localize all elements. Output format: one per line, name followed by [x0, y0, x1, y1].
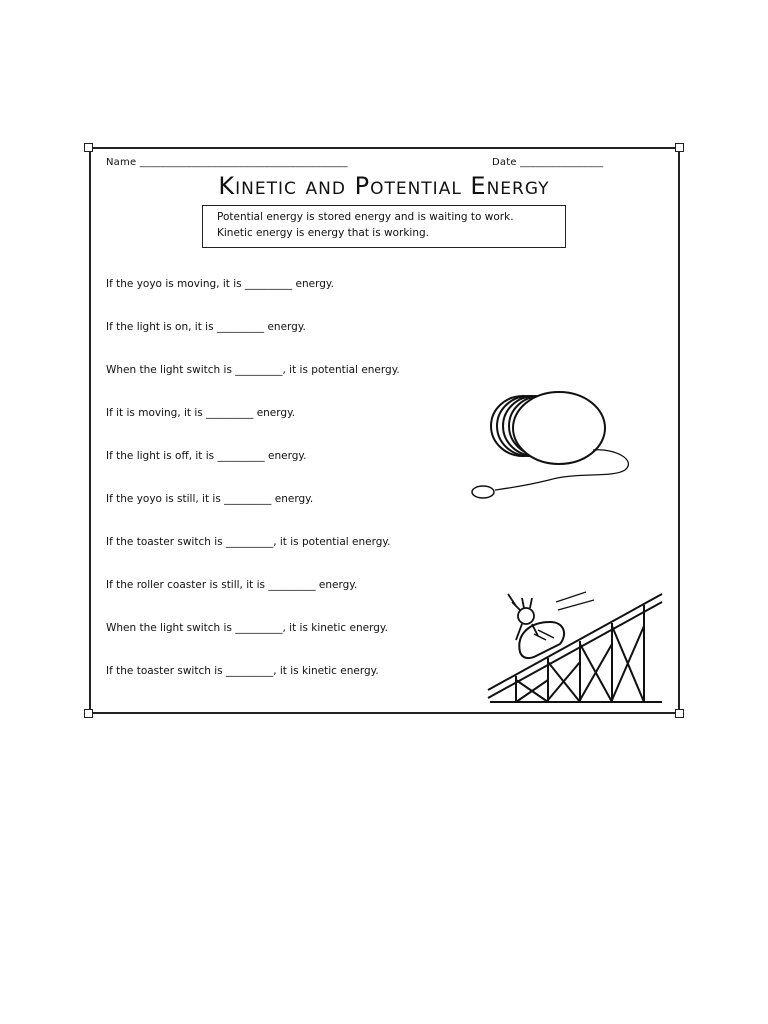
- name-field: [106, 157, 348, 168]
- worksheet-title: Kinetic and Potential Energy: [218, 172, 550, 200]
- date-label: Date: [492, 157, 517, 168]
- name-blank: ________________________________________: [139, 157, 348, 168]
- corner-handle-bottom-left: [84, 709, 93, 718]
- question-6: If the yoyo is still, it is _________ energy.: [106, 493, 314, 505]
- definition-potential: Potential energy is stored energy and is waiting to work.: [217, 211, 514, 223]
- definitions-box: [202, 205, 566, 248]
- date-blank: ________________: [520, 157, 604, 168]
- question-4: If it is moving, it is _________ energy.: [106, 407, 296, 419]
- question-1: If the yoyo is moving, it is _________ energy.: [106, 278, 334, 290]
- roller-coaster-illustration: [486, 582, 666, 704]
- question-5: If the light is off, it is _________ energy.: [106, 450, 307, 462]
- definition-kinetic: Kinetic energy is energy that is working.: [217, 227, 430, 239]
- corner-handle-top-left: [84, 143, 93, 152]
- question-3: When the light switch is _________, it is potential energy.: [106, 364, 400, 376]
- question-2: If the light is on, it is _________ energy.: [106, 321, 306, 333]
- corner-handle-top-right: [675, 143, 684, 152]
- name-label: Name: [106, 157, 137, 168]
- corner-handle-bottom-right: [675, 709, 684, 718]
- question-7: If the toaster switch is _________, it is potential energy.: [106, 536, 391, 548]
- date-field: [492, 157, 603, 168]
- yoyo-illustration: [465, 388, 635, 503]
- question-9: When the light switch is _________, it is kinetic energy.: [106, 622, 388, 634]
- question-8: If the roller coaster is still, it is _________ energy.: [106, 579, 358, 591]
- question-10: If the toaster switch is _________, it is kinetic energy.: [106, 665, 379, 677]
